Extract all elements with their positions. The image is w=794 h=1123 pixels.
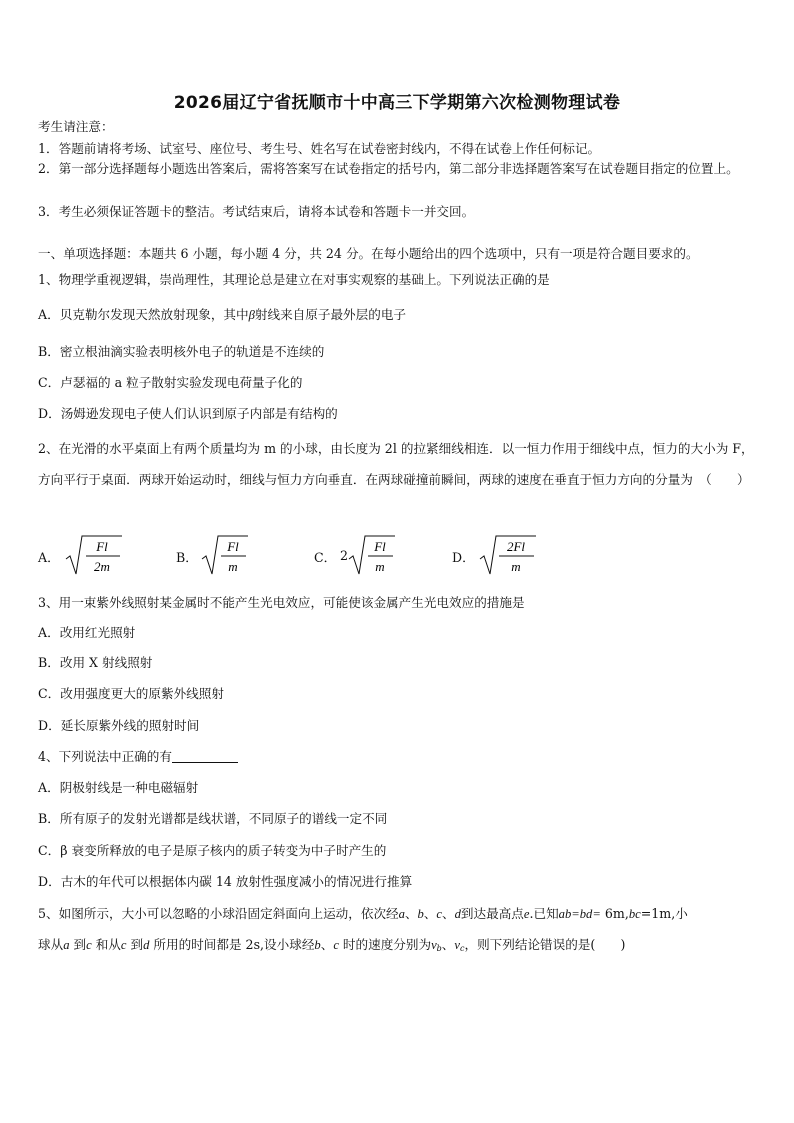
q2-d-numerator: 2Fl (506, 539, 526, 554)
q2-d-label: D． (452, 550, 475, 565)
q5-line-1 (38, 906, 688, 922)
q2-c-numerator: Fl (374, 539, 386, 554)
q4-option-d: D．古木的年代可以根据体内碳 14 放射性强度减小的情况进行推算 (38, 874, 413, 889)
q5-sep: 、 (442, 906, 455, 921)
q2-a-denominator: 2m (94, 559, 110, 574)
q3-option-b: B．改用 X 射线照射 (38, 655, 153, 670)
q2-d-denominator: m (511, 559, 521, 574)
q5-text: 5、如图所示，大小可以忽略的小球沿固定斜面向上运动，依次经 (38, 906, 399, 921)
q1-option-c: C．卢瑟福的 a 粒子散射实验发现电荷量子化的 (38, 375, 303, 390)
q2-b-label: B． (176, 550, 198, 565)
q3-option-c: C．改用强度更大的原紫外线照射 (38, 686, 224, 701)
q5-text: 球从 (38, 937, 64, 952)
q5-sep: 、 (441, 937, 455, 952)
q5-text: 时的速度分别为 (338, 937, 432, 952)
q5-text: ，则下列结论错误的是( ) (464, 937, 626, 952)
q3-option-a: A．改用红光照射 (38, 625, 136, 640)
q4-stem-text: 4、下列说法中正确的有 (38, 749, 172, 764)
q1-option-a (38, 307, 406, 323)
q2-d-radical (478, 534, 538, 578)
q4-option-a: A．阴极射线是一种电磁辐射 (38, 780, 199, 795)
point-b: b (314, 938, 321, 952)
notice-item-1: 1．答题前请将考场、试室号、座位号、考生号、姓名写在试卷密封线内，不得在试卷上作任何标记。 (38, 141, 601, 156)
q5-text: 所用的时间都是 2s,设小球经 (149, 937, 315, 952)
point-d: d (454, 907, 461, 921)
q5-text: 6m, (600, 906, 629, 921)
q2-option-b (176, 534, 256, 578)
point-a: a (398, 907, 405, 921)
q2-a-radical (64, 534, 124, 578)
q1-stem: 1、物理学重视逻辑，崇尚理性，其理论总是建立在对事实观察的基础上。下列说法正确的是 (38, 272, 550, 287)
q5-text: 到 (69, 937, 87, 952)
q5-text: 和从 (91, 937, 121, 952)
notice-item-2: 2．第一部分选择题每小题选出答案后，需将答案写在试卷指定的括号内，第二部分非选择题答案写在试卷题目指定的位置上。 (38, 161, 739, 176)
q2-b-numerator: Fl (227, 539, 239, 554)
point-c: c (120, 938, 127, 952)
point-c: c (333, 938, 339, 952)
q2-c-label: C． (314, 550, 337, 565)
point-e: e (523, 907, 530, 921)
velocity-b: v (431, 938, 437, 952)
q2-b-denominator: m (228, 559, 238, 574)
q1-a-pre: A．贝克勒尔发现天然放射现象，其中 (38, 307, 249, 322)
velocity-b-subscript: b (436, 944, 442, 953)
beta-symbol: β (248, 308, 255, 322)
q2-c-denominator: m (375, 559, 385, 574)
point-d: d (143, 938, 150, 952)
q5-equation: ab=bd= (558, 907, 601, 921)
q5-text: .已知 (529, 906, 559, 921)
q4-option-b: B．所有原子的发射光谱都是线状谱，不同原子的谱线一定不同 (38, 811, 388, 826)
q2-a-numerator: Fl (96, 539, 108, 554)
q2-option-d (452, 534, 542, 578)
point-a: a (63, 938, 70, 952)
q5-text: 到达最高点 (460, 906, 524, 921)
q3-option-d: D．延长原紫外线的照射时间 (38, 718, 200, 733)
point-c: c (86, 938, 92, 952)
q1-option-d: D．汤姆逊发现电子使人们认识到原子内部是有结构的 (38, 406, 338, 421)
q5-sep: 、 (320, 937, 334, 952)
q3-stem: 3、用一束紫外线照射某金属时不能产生光电效应，可能使该金属产生光电效应的措施是 (38, 595, 525, 610)
q5-sep: 、 (423, 906, 437, 921)
section-heading: 一、单项选择题：本题共 6 小题，每小题 4 分，共 24 分。在每小题给出的四个选项中，只有一项是符合题目要求的。 (38, 246, 699, 261)
velocity-c: v (454, 938, 460, 952)
q2-a-label: A． (38, 550, 60, 565)
q2-option-c (314, 534, 404, 578)
q2-stem: 2、在光滑的水平桌面上有两个质量均为 m 的小球，由长度为 2l 的拉紧细线相连．以一恒力作用于细线中点，恒力的大小为 F，方向平行于桌面．两球开始运动时，细线与恒力方向垂直．在两球碰撞前瞬间，两球的速度在垂直于恒力方向的分量为 （ ） (38, 441, 754, 487)
q1-a-post: 射线来自原子最外层的电子 (254, 307, 407, 322)
q2-b-radical (200, 534, 250, 578)
q4-option-c: C．β 衰变所释放的电子是原子核内的质子转变为中子时产生的 (38, 843, 387, 858)
q2-c-radical (347, 534, 397, 578)
velocity-c-subscript: c (459, 944, 465, 953)
answer-blank (172, 750, 238, 763)
q5-sep: 、 (404, 906, 418, 921)
point-c: c (436, 907, 443, 921)
q5-text: =1m,小 (640, 906, 688, 921)
q4-stem (38, 749, 238, 765)
q1-option-b: B．密立根油滴实验表明核外电子的轨道是不连续的 (38, 344, 325, 359)
exam-title: 2026届辽宁省抚顺市十中高三下学期第六次检测物理试卷 (173, 93, 621, 113)
notice-heading: 考生请注意： (38, 119, 114, 134)
notice-item-3: 3．考生必须保证答题卡的整洁。考试结束后，请将本试卷和答题卡一并交回。 (38, 204, 475, 219)
q5-text: 到 (126, 937, 144, 952)
q2-option-a (38, 534, 118, 578)
point-b: b (417, 907, 424, 921)
q5-equation: bc (628, 907, 641, 921)
q2-c-coefficient: 2 (340, 548, 349, 563)
q5-line-2 (38, 937, 625, 957)
